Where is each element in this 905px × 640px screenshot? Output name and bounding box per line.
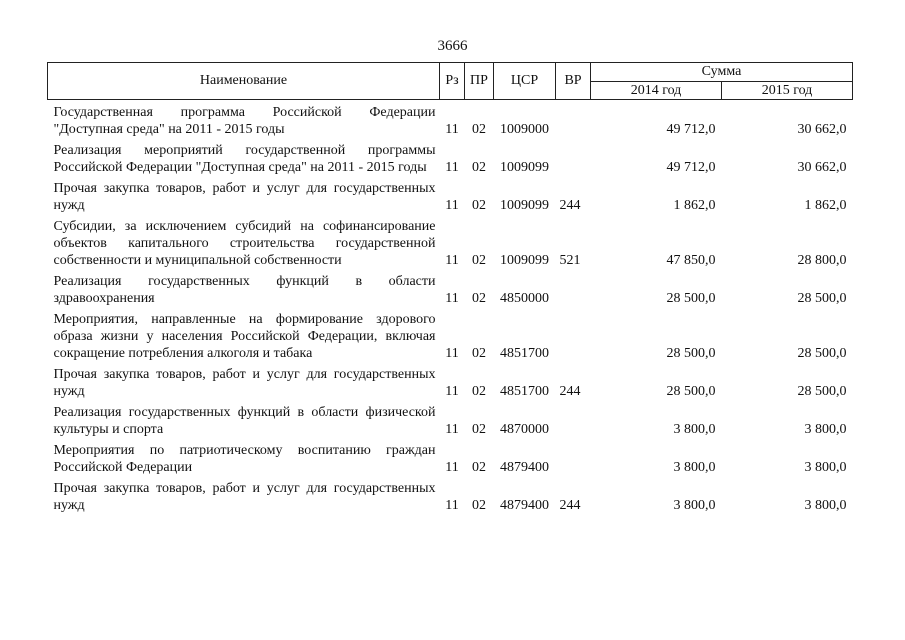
cell-s2015: 28 500,0 <box>797 346 847 361</box>
cell-s2014: 1 862,0 <box>673 198 716 213</box>
header-rz: Рз <box>440 63 465 100</box>
cell-s2014: 49 712,0 <box>666 122 716 137</box>
cell-csr: 4851700 <box>500 346 549 361</box>
cell-name: Субсидии, за исключением субсидий на софинансирование объектов капитального строительства государственной собственности и муниципальной собственности <box>53 219 436 268</box>
table-row <box>48 100 853 139</box>
cell-vr <box>556 100 591 139</box>
cell-pr: 02 <box>472 160 486 175</box>
table-row <box>48 138 853 176</box>
cell-pr: 02 <box>472 346 486 361</box>
table-row <box>48 214 853 269</box>
cell-s2015: 28 500,0 <box>797 384 847 399</box>
cell-csr: 1009099 <box>500 160 549 175</box>
cell-s2015: 30 662,0 <box>797 122 847 137</box>
cell-s2014: 47 850,0 <box>666 253 716 268</box>
table-row <box>48 438 853 476</box>
table-row <box>48 269 853 307</box>
cell-name: Мероприятия, направленные на формирование здорового образа жизни у населения Российской Федерации, включая сокращение потребления алкоголя и табака <box>53 312 436 361</box>
cell-rz: 11 <box>445 291 459 306</box>
cell-vr: 244 <box>559 384 581 399</box>
cell-rz: 11 <box>445 346 459 361</box>
cell-pr: 02 <box>472 422 486 437</box>
cell-rz: 11 <box>445 253 459 268</box>
cell-vr <box>556 269 591 307</box>
cell-name: Реализация государственных функций в области здравоохранения <box>53 274 436 306</box>
cell-pr: 02 <box>472 198 486 213</box>
cell-name: Реализация государственных функций в области физической культуры и спорта <box>53 405 436 437</box>
header-year-2014: 2014 год <box>591 82 722 100</box>
cell-name: Прочая закупка товаров, работ и услуг для государственных нужд <box>53 481 436 513</box>
cell-s2014: 3 800,0 <box>673 498 716 513</box>
cell-vr: 244 <box>559 498 581 513</box>
cell-vr <box>556 138 591 176</box>
cell-name: Прочая закупка товаров, работ и услуг для государственных нужд <box>53 367 436 399</box>
cell-csr: 4870000 <box>500 422 549 437</box>
cell-s2015: 1 862,0 <box>804 198 847 213</box>
cell-rz: 11 <box>445 122 459 137</box>
cell-csr: 1009099 <box>500 253 549 268</box>
table-row <box>48 362 853 400</box>
cell-rz: 11 <box>445 384 459 399</box>
cell-pr: 02 <box>472 384 486 399</box>
header-vr: ВР <box>556 63 591 100</box>
cell-s2015: 28 800,0 <box>797 253 847 268</box>
table-row <box>48 176 853 214</box>
table-body <box>48 100 853 515</box>
cell-name: Государственная программа Российской Федерации "Доступная среда" на 2011 - 2015 годы <box>53 105 436 137</box>
table-row <box>48 476 853 514</box>
header-pr: ПР <box>465 63 494 100</box>
cell-s2015: 30 662,0 <box>797 160 847 175</box>
cell-csr: 4879400 <box>500 460 549 475</box>
cell-rz: 11 <box>445 422 459 437</box>
cell-s2014: 28 500,0 <box>666 346 716 361</box>
cell-s2014: 28 500,0 <box>666 384 716 399</box>
table-row <box>48 400 853 438</box>
header-csr: ЦСР <box>494 63 556 100</box>
cell-pr: 02 <box>472 498 486 513</box>
cell-vr <box>556 438 591 476</box>
cell-csr: 4879400 <box>500 498 549 513</box>
cell-rz: 11 <box>445 498 459 513</box>
cell-csr: 1009000 <box>500 122 549 137</box>
cell-rz: 11 <box>445 198 459 213</box>
cell-s2014: 49 712,0 <box>666 160 716 175</box>
header-name: Наименование <box>48 63 440 100</box>
cell-s2015: 3 800,0 <box>804 422 847 437</box>
cell-rz: 11 <box>445 460 459 475</box>
cell-s2014: 28 500,0 <box>666 291 716 306</box>
cell-vr: 521 <box>559 253 581 268</box>
cell-s2014: 3 800,0 <box>673 422 716 437</box>
cell-pr: 02 <box>472 291 486 306</box>
header-year-2015: 2015 год <box>722 82 853 100</box>
cell-name: Мероприятия по патриотическому воспитанию граждан Российской Федерации <box>53 443 436 475</box>
cell-pr: 02 <box>472 460 486 475</box>
cell-pr: 02 <box>472 122 486 137</box>
cell-csr: 1009099 <box>500 198 549 213</box>
cell-vr <box>556 307 591 362</box>
cell-rz: 11 <box>445 160 459 175</box>
cell-csr: 4850000 <box>500 291 549 306</box>
cell-s2014: 3 800,0 <box>673 460 716 475</box>
cell-vr <box>556 400 591 438</box>
cell-s2015: 28 500,0 <box>797 291 847 306</box>
cell-s2015: 3 800,0 <box>804 460 847 475</box>
cell-vr: 244 <box>559 198 581 213</box>
cell-csr: 4851700 <box>500 384 549 399</box>
cell-pr: 02 <box>472 253 486 268</box>
table-row <box>48 307 853 362</box>
cell-s2015: 3 800,0 <box>804 498 847 513</box>
cell-name: Прочая закупка товаров, работ и услуг для государственных нужд <box>53 181 436 213</box>
cell-name: Реализация мероприятий государственной программы Российской Федерации "Доступная среда" на 2011 - 2015 годы <box>53 143 436 175</box>
header-sum: Сумма <box>591 63 853 82</box>
table-header <box>48 63 853 100</box>
page-number: 3666 <box>437 38 468 54</box>
budget-table <box>47 62 853 514</box>
